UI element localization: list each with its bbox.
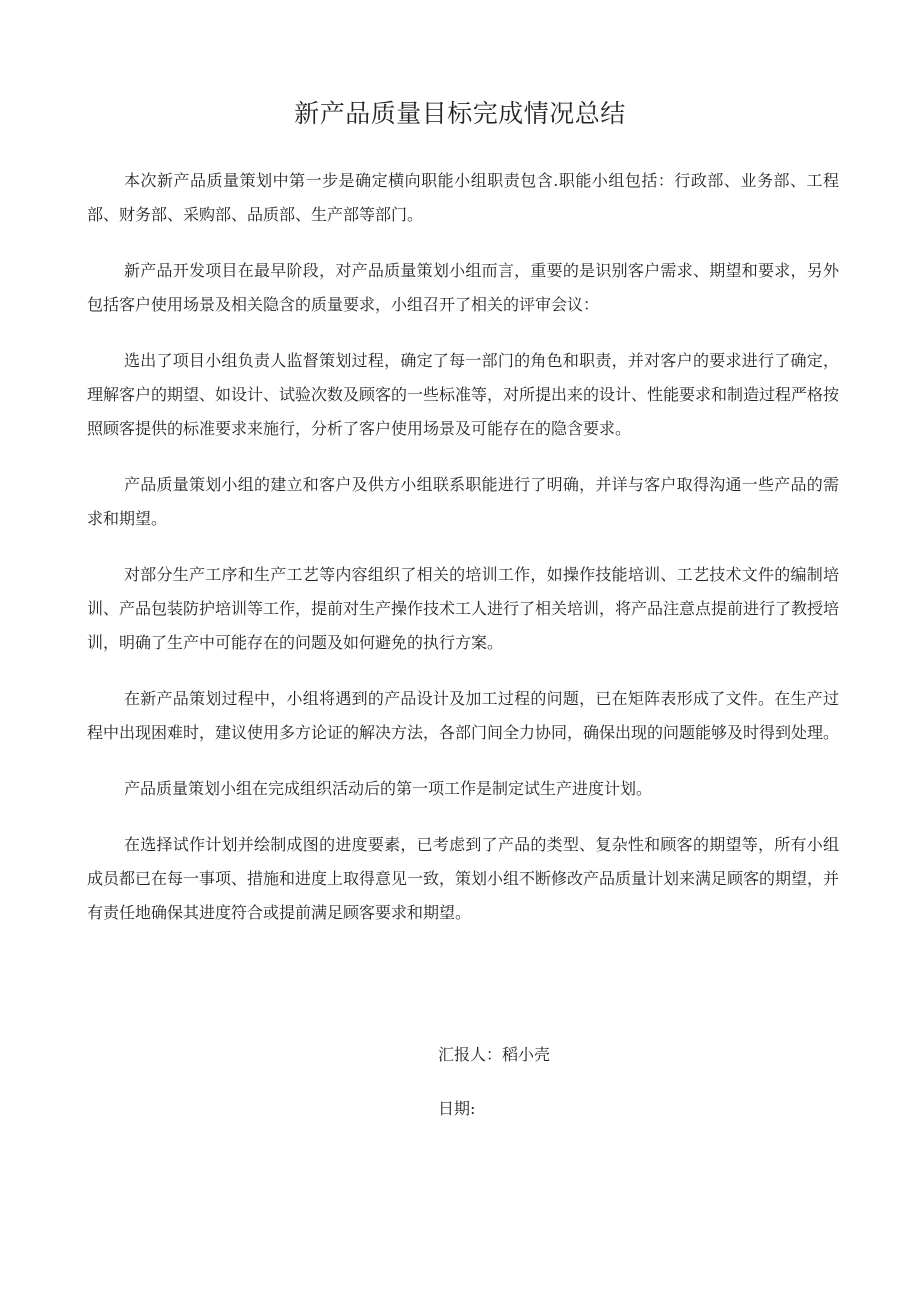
paragraph-5: 对部分生产工序和生产工艺等内容组织了相关的培训工作，如操作技能培训、工艺技术文件的编制培训、产品包装防护培训等工作，提前对生产操作技术工人进行了相关培训，将产品注意点提前进行了教授培训，明确了生产中可能存在的问题及如何避免的执行方案。 [87,565,840,652]
paragraph-2: 新产品开发项目在最早阶段，对产品质量策划小组而言，重要的是识别客户需求、期望和要求，另外包括客户使用场景及相关隐含的质量要求，小组召开了相关的评审会议： [87,261,839,314]
document-title: 新产品质量目标完成情况总结 [294,99,626,128]
report-date: 日期: [438,1099,476,1118]
paragraph-8: 在选择试作计划并绘制成图的进度要素，已考虑到了产品的类型、复杂性和顾客的期望等，所有小组成员都已在每一事项、措施和进度上取得意见一致，策划小组不断修改产品质量计划来满足顾客的期望，并有责任地确保其进度符合或提前满足顾客要求和期望。 [87,835,840,922]
paragraph-4: 产品质量策划小组的建立和客户及供方小组联系职能进行了明确，并详与客户取得沟通一些产品的需求和期望。 [87,475,839,528]
paragraph-3: 选出了项目小组负责人监督策划过程，确定了每一部门的角色和职责，并对客户的要求进行了确定，理解客户的期望、如设计、试验次数及顾客的一些标准等，对所提出来的设计、性能要求和制造过程严格按照顾客提供的标准要求来施行，分析了客户使用场景及可能存在的隐含要求。 [87,351,840,438]
paragraph-7: 产品质量策划小组在完成组织活动后的第一项工作是制定试生产进度计划。 [124,779,653,798]
document-body [87,164,839,952]
paragraph-1: 本次新产品质量策划中第一步是确定横向职能小组职责包含.职能小组包括：行政部、业务部、工程部、财务部、采购部、品质部、生产部等部门。 [87,171,839,224]
reporter-signature: 汇报人：稻小壳 [438,1045,551,1064]
paragraph-6: 在新产品策划过程中，小组将遇到的产品设计及加工过程的问题，已在矩阵表形成了文件。在生产过程中出现困难时，建议使用多方论证的解决方法，各部门间全力协同，确保出现的问题能够及时得到处理。 [87,689,840,742]
